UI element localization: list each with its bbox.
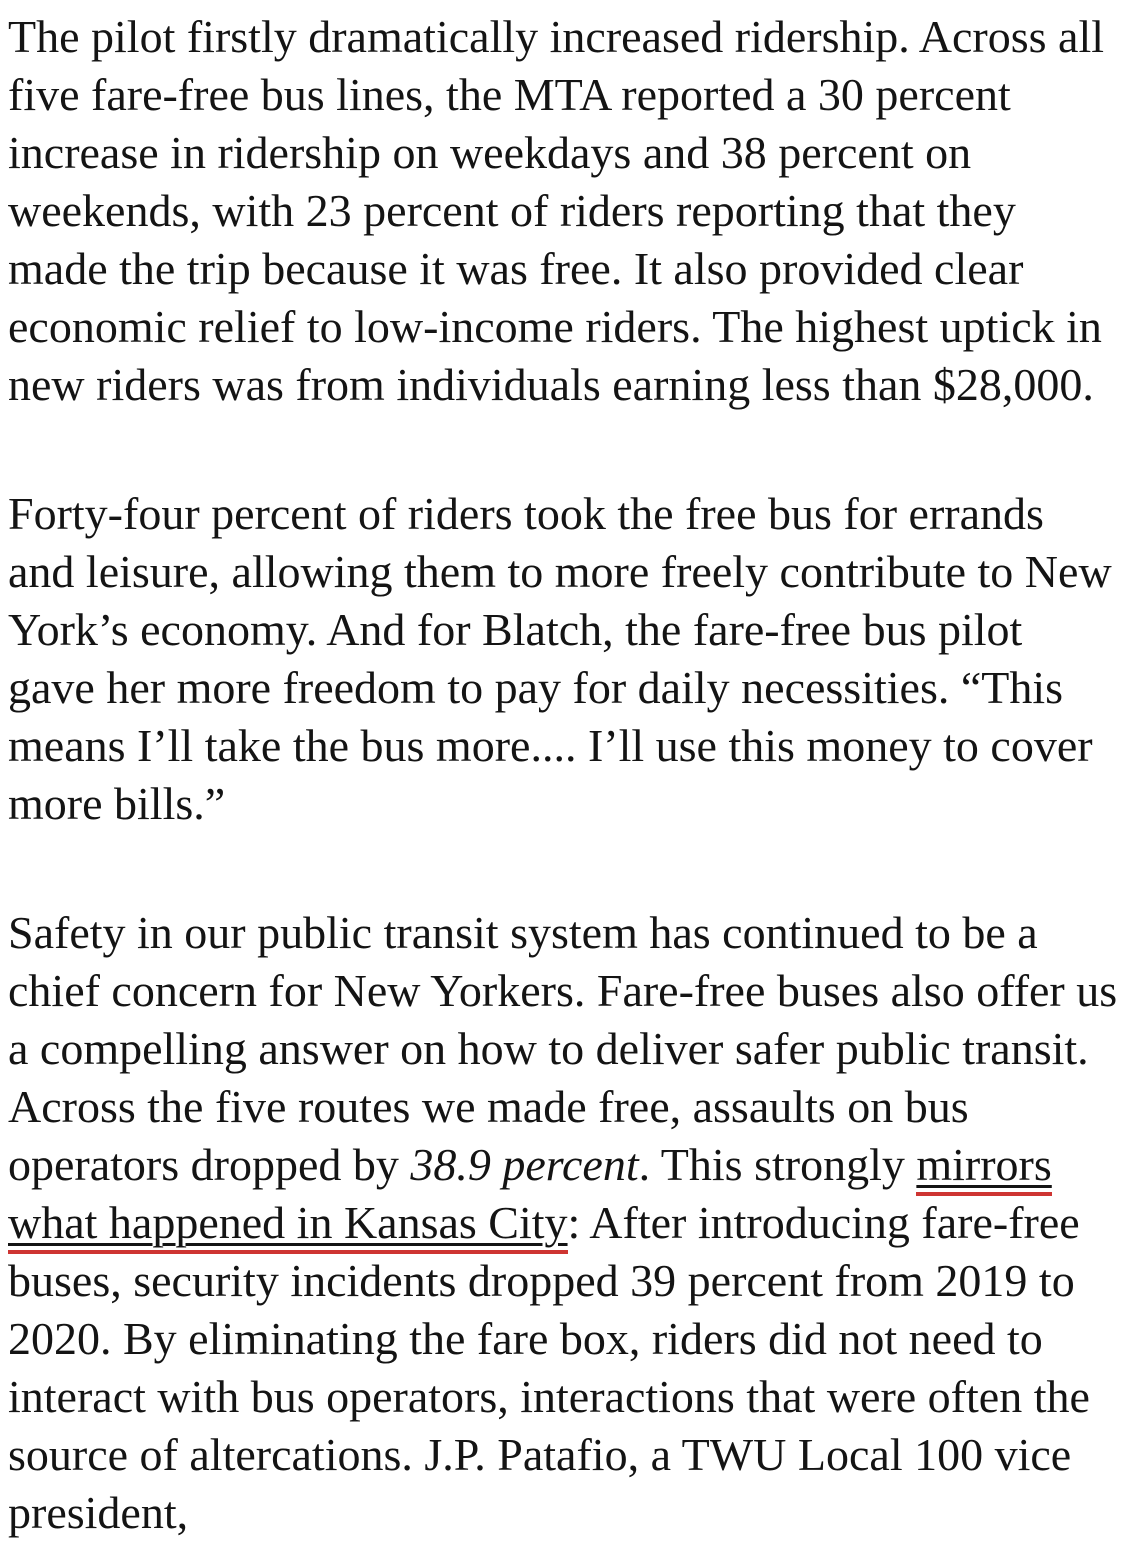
text-segment: Safety in our public transit system has continued to be a chief concern for New Yorkers. Fare-free buses also offer us a compelling answer on how to deliver safer public transit. Across the five routes we made free, assaults on bus operators dropped by [8,907,1118,1190]
stat-emphasis: 38.9 percent [410,1139,639,1190]
text-segment: The pilot firstly dramatically increased ridership. Across all five fare-free bus lines, the MTA reported a 30 percent increase in ridership on weekdays and 38 percent on weekends, with 23 percent of riders reporting that they made the trip because it was free. It also provided clear economic relief to low-income riders. The highest uptick in new riders was from individuals earning less than $28,000. [8,11,1105,410]
text-segment: : After introducing fare-free buses, security incidents dropped 39 percent from 2019 to 2020. By eliminating the fare box, riders did not need to interact with bus operators, interactions that were often the source of altercations. J.P. Patafio, a TWU Local 100 vice president, [8,1197,1090,1538]
paragraph-ridership [8,8,1118,414]
kansas-city-link[interactable]: mirrors what happened in Kansas City [8,1139,1052,1254]
text-segment: Forty-four percent of riders took the free bus for errands and leisure, allowing them to more freely contribute to New York’s economy. And for Blatch, the fare-free bus pilot gave her more freedom to pay for daily necessities. “This means I’ll take the bus more.... I’ll use this money to cover more bills.” [8,488,1112,829]
paragraph-errands [8,485,1118,833]
text-segment: . This strongly [638,1139,917,1190]
paragraph-safety [8,904,1118,1542]
